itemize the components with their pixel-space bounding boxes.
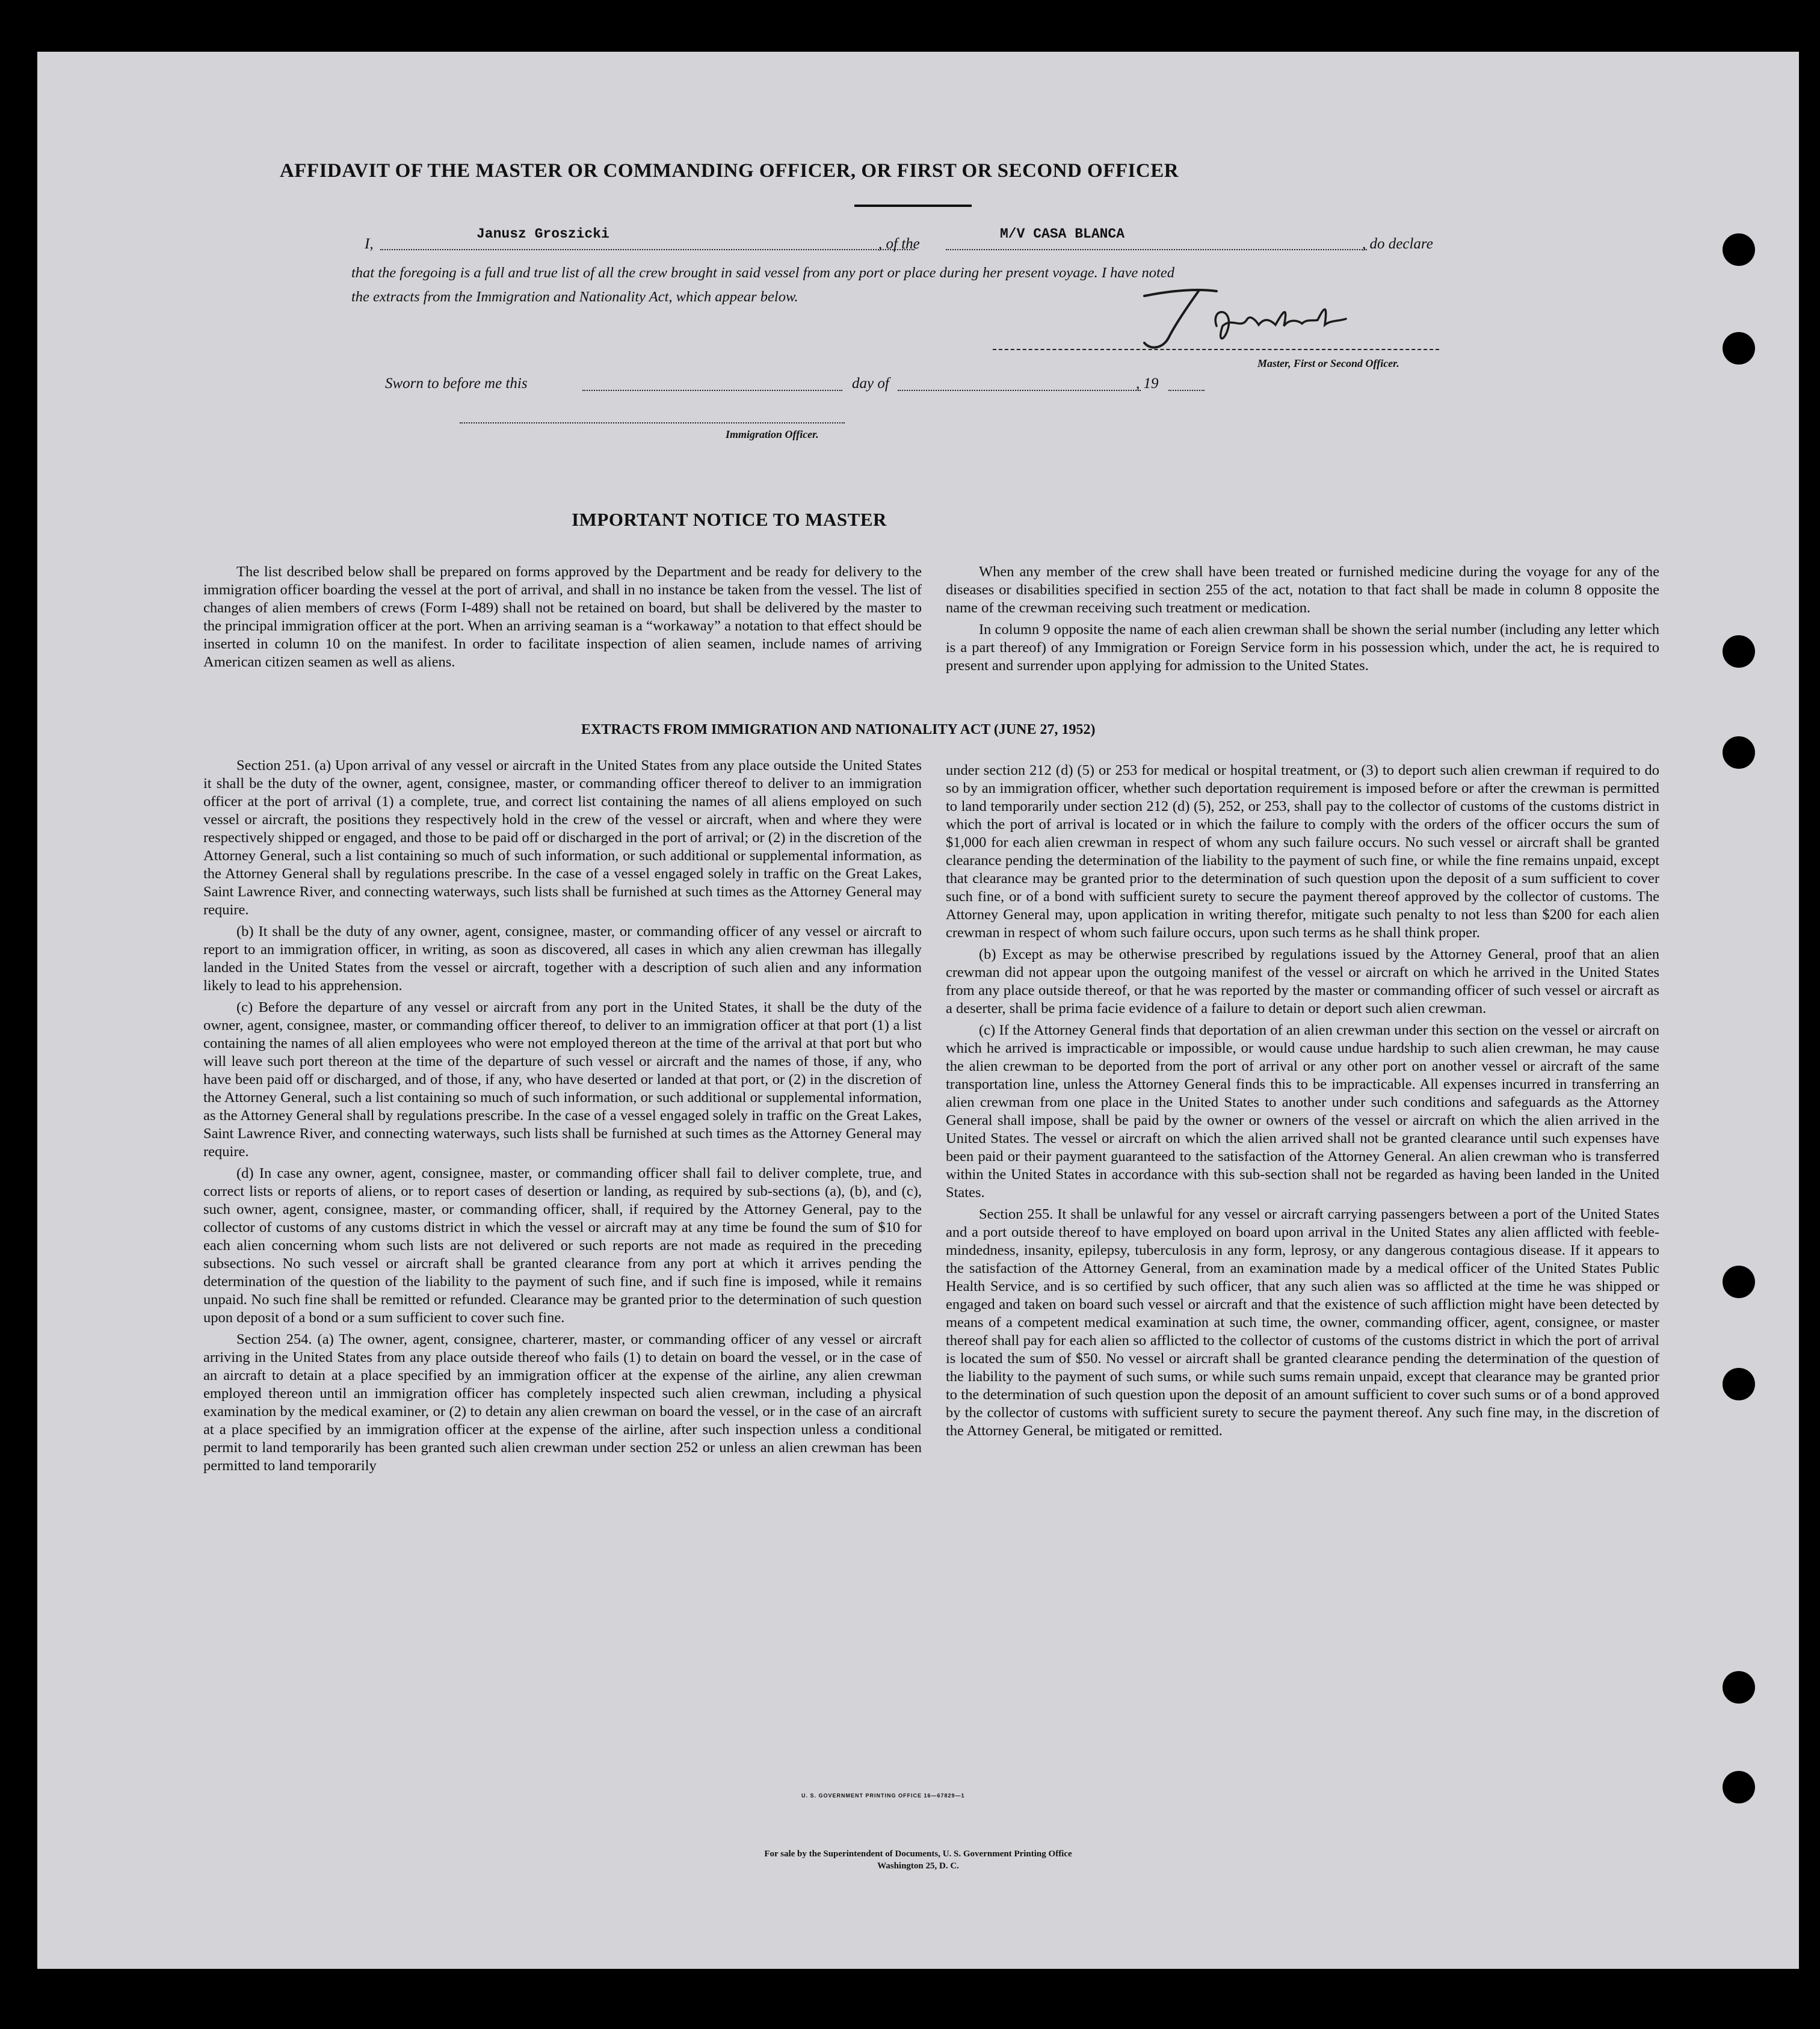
officer-signature-line	[460, 422, 845, 423]
vessel-name-field: M/V CASA BLANCA	[1000, 226, 1125, 242]
binder-hole	[1723, 233, 1755, 266]
i-label: I,	[365, 236, 374, 252]
notice-left-paragraph: The list described below shall be prepared on forms approved by the Department and be ready for delivery to the immigration officer boarding the vessel at the port of arrival, and shall in no instance be taken from the vessel. The list of changes of alien members of crews (Form I-489) shall not be retained on board, but shall be delivered by the master to the principal immigration officer at the port. When an arriving seaman is a “workaway” a notation to that effect should be inserted in column 10 on the manifest. In order to facilitate inspection of alien seamen, include names of arriving American citizen seamen as well as aliens.	[203, 564, 922, 670]
signature-caption: Master, First or Second Officer.	[1257, 357, 1399, 369]
binder-hole	[1723, 1368, 1755, 1400]
sworn-year-line	[1168, 390, 1205, 391]
form-sheet	[37, 52, 1799, 1969]
binder-hole	[1723, 1771, 1755, 1803]
section-254-c: (c) If the Attorney General finds that deportation of an alien crewman under this section on the vessel or aircraft on which he arrived is impracticable or impossible, or would cause undue hardship to such alien crewman, he may cause the alien crewman to be deported from the port of arrival or any other port on another vessel or aircraft of the same transportation line, unless the Attorney General finds this to be impracticable. All expenses incurred in transferring an alien crewman from one place in the United States to another under such conditions and safeguards as the Attorney General shall impose, shall be paid by the owner or owners of the vessel or aircraft on which the alien arrived in the United States. The vessel or aircraft on which the alien arrived shall not be granted clearance until such expenses have been paid or their payment guaranteed to the satisfaction of the Attorney General. An alien crewman who is transferred within the United States in accordance with this sub-section shall not be regarded as having been landed in the United States.	[946, 1022, 1659, 1201]
sworn-label: Sworn to before me this	[385, 375, 528, 392]
master-name-line	[380, 249, 915, 250]
notice-right-paragraph-2: In column 9 opposite the name of each alien crewman shall be shown the serial number (including any letter which is a part thereof) of any Immigration or Foreign Service form in his possession which, under the act, he is required to present and surrender upon applying for admission to the United States.	[946, 621, 1659, 674]
binder-hole	[1723, 635, 1755, 668]
section-254-b: (b) Except as may be otherwise prescribed by regulations issued by the Attorney General, proof that an alien crewman did not appear upon the outgoing manifest of the vessel or aircraft on which he arrived in the United States from any place outside thereof, or that he was reported by the master or commanding officer of such vessel or aircraft as a deserter, shall be prima facie evidence of a failure to detain or deport such alien crewman.	[946, 946, 1659, 1017]
binder-hole	[1723, 332, 1755, 365]
binder-hole	[1723, 1671, 1755, 1704]
section-255: Section 255. It shall be unlawful for any vessel or aircraft carrying passengers between a port of the United States and a port outside thereof to have employed on board upon arrival in the United States any alien afflicted with feeble-mindedness, insanity, epilepsy, tuberculosis in any form, leprosy, or any dangerous contagious disease. If it appears to the satisfaction of the Attorney General, from an examination made by a medical officer of the United States Public Health Service, and is so certified by such officer, that any such alien was so afflicted at the time he was shipped or engaged and taken on board such vessel or aircraft and that the existence of such affliction might have been detected by means of a competent medical examination at such time, the owner, commanding officer, agent, consignee, or master thereof shall pay for each alien so afflicted to the collector of customs of the customs district in which the port of arrival is located the sum of $50. No vessel or aircraft shall be granted clearance pending the determination of the question of the liability to the payment of such sums, or while such sums remain unpaid, except that clearance may be granted prior to the determination of such question upon the deposit of an amount sufficient to cover such sums or of a bond approved by the collector of customs with sufficient surety to secure the payment thereof. Any such fine may, in the discretion of the Attorney General, be mitigated or remitted.	[946, 1206, 1659, 1439]
notice-left-column	[203, 563, 922, 675]
do-declare-label: , do declare	[1362, 236, 1433, 252]
section-251-b: (b) It shall be the duty of any owner, agent, consignee, master, or commanding officer of any vessel or aircraft to report to an immigration officer, in writing, as soon as discovered, all cases in which any alien crewman has illegally landed in the United States from the vessel or aircraft, together with a description of such alien and any information likely to lead to his apprehension.	[203, 923, 922, 994]
section-251-d: (d) In case any owner, agent, consignee, master, or commanding officer shall fail to deliver complete, true, and correct lists or reports of aliens, or to report cases of desertion or landing, as required by sub-sections (a), (b), and (c), such owner, agent, consignee, master, or commanding officer, shall, if required by the Attorney General, pay to the collector of customs of any customs district in which the vessel or aircraft may at any time be found the sum of $10 for each alien concerning whom such lists are not delivered or such reports are not made as required in the preceding subsections. No such vessel or aircraft shall be granted clearance from any port at which it arrives pending the determination of the question of the liability to the payment of such fine, and if such fine is imposed, while it remains unpaid. No such fine shall be remitted or refunded. Clearance may be granted prior to the determination of such question upon deposit of a bond or a sum sufficient to cover such fine.	[203, 1165, 922, 1326]
extracts-right-column	[946, 762, 1659, 1444]
binder-hole	[1723, 1266, 1755, 1298]
affidavit-title: AFFIDAVIT OF THE MASTER OR COMMANDING OFFICER, OR FIRST OR SECOND OFFICER	[279, 160, 1179, 182]
section-254-a: Section 254. (a) The owner, agent, consignee, charterer, master, or commanding officer of any vessel or aircraft arriving in the United States from any place outside thereof who fails (1) to detain on board the vessel, or in the case of an aircraft to detain at a place specified by an immigration officer at the expense of the airline, any alien crewman employed thereon until an immigration officer has completely inspected such alien crewman, including a physical examination by the medical examiner, or (2) to detain any alien crewman on board the vessel, or in the case of an aircraft at a place specified by an immigration officer at the expense of the airline, after such inspection unless a conditional permit to land temporarily has been granted such alien crewman under section 252 or unless an alien crewman has been permitted to land temporarily	[203, 1331, 922, 1474]
footer-line-1: For sale by the Superintendent of Documents, U. S. Government Printing Office	[764, 1849, 1072, 1859]
declaration-line-2: the extracts from the Immigration and Nationality Act, which appear below.	[351, 289, 798, 305]
master-name-field: Janusz Groszicki	[477, 226, 609, 242]
vessel-name-line	[946, 249, 1367, 250]
binder-hole	[1723, 736, 1755, 769]
declaration-line-1: that the foregoing is a full and true list of all the crew brought in said vessel from any port or place during her present voyage. I have noted	[351, 265, 1174, 281]
section-251-a: Section 251. (a) Upon arrival of any vessel or aircraft in the United States from any place outside the United States it shall be the duty of the owner, agent, consignee, master, or commanding officer thereof to deliver to an immigration officer at the port of arrival (1) a complete, true, and correct list containing the names of all aliens employed on such vessel or aircraft, the positions they respectively hold in the crew of the vessel or aircraft, when and where they were respectively shipped or engaged, and those to be paid off or discharged in the port of arrival; or (2) in the discretion of the Attorney General, such a list containing so much of such information, or such additional or supplemental information, as the Attorney General shall by regulations prescribe. In the case of a vessel engaged solely in traffic on the Great Lakes, Saint Lawrence River, and connecting waterways, such lists shall be furnished at such times as the Attorney General may require.	[203, 757, 922, 918]
day-of-label: day of	[852, 375, 889, 392]
title-rule	[854, 205, 972, 207]
extracts-left-column	[203, 757, 922, 1479]
immigration-officer-caption: Immigration Officer.	[726, 428, 819, 440]
notice-title: IMPORTANT NOTICE TO MASTER	[572, 509, 887, 530]
signature-line	[993, 349, 1439, 350]
sworn-month-line	[898, 390, 1141, 391]
printing-office-imprint: U. S. GOVERNMENT PRINTING OFFICE 16—67829—1	[801, 1793, 965, 1799]
of-the-label: , of the	[878, 236, 920, 252]
section-254-a-continued: under section 212 (d) (5) or 253 for medical or hospital treatment, or (3) to deport such alien crewman if required to do so by an immigration officer, whether such deportation requirement is imposed before or after the crewman is permitted to land temporarily under section 212 (d) (5), 252, or 253, shall pay to the collector of customs of the customs district in which the port of arrival is located or in which the failure to comply with the orders of the officer occurs the sum of $1,000 for each alien crewman in respect of whom any such failure occurs. No such vessel or aircraft shall be granted clearance pending the determination of the liability to the payment of such fine, or while the fine remains unpaid, except that clearance may be granted prior to the determination of such question upon the deposit of a sum sufficient to cover such fine, or of a bond with sufficient surety to secure the payment thereof approved by the collector of customs. The Attorney General may, upon application in writing therefor, mitigate such penalty to not less than $200 for each alien crewman in respect of whom such failure occurs, upon such terms as he shall think proper.	[946, 762, 1659, 941]
footer-line-2: Washington 25, D. C.	[877, 1861, 959, 1871]
extracts-title: EXTRACTS FROM IMMIGRATION AND NATIONALITY ACT (JUNE 27, 1952)	[581, 722, 1096, 737]
sworn-day-line	[582, 390, 842, 391]
section-251-c: (c) Before the departure of any vessel or aircraft from any port in the United States, it shall be the duty of the owner, agent, consignee, master, or commanding officer thereof, to deliver to an immigration officer at that port (1) a list containing the names of all alien employees who were not employed thereon at the time of the arrival at that port but who will leave such port thereon at the time of the departure of such vessel or aircraft and the names of those, if any, who have been paid off or discharged, and of those, if any, who have deserted or landed at that port, or (2) in the discretion of the Attorney General, such a list containing so much of such information, or such additional or supplemental information, as the Attorney General shall by regulations prescribe. In the case of a vessel engaged solely in traffic on the Great Lakes, Saint Lawrence River, and connecting waterways, such lists shall be furnished at such times as the Attorney General may require.	[203, 999, 922, 1160]
year-label: , 19	[1136, 375, 1159, 392]
notice-right-column	[946, 563, 1659, 679]
signature-image	[1126, 284, 1409, 356]
notice-right-paragraph-1: When any member of the crew shall have been treated or furnished medicine during the voyage for any of the diseases or disabilities specified in section 255 of the act, notation to that fact shall be made in column 8 opposite the name of the crewman receiving such treatment or medication.	[946, 564, 1659, 616]
